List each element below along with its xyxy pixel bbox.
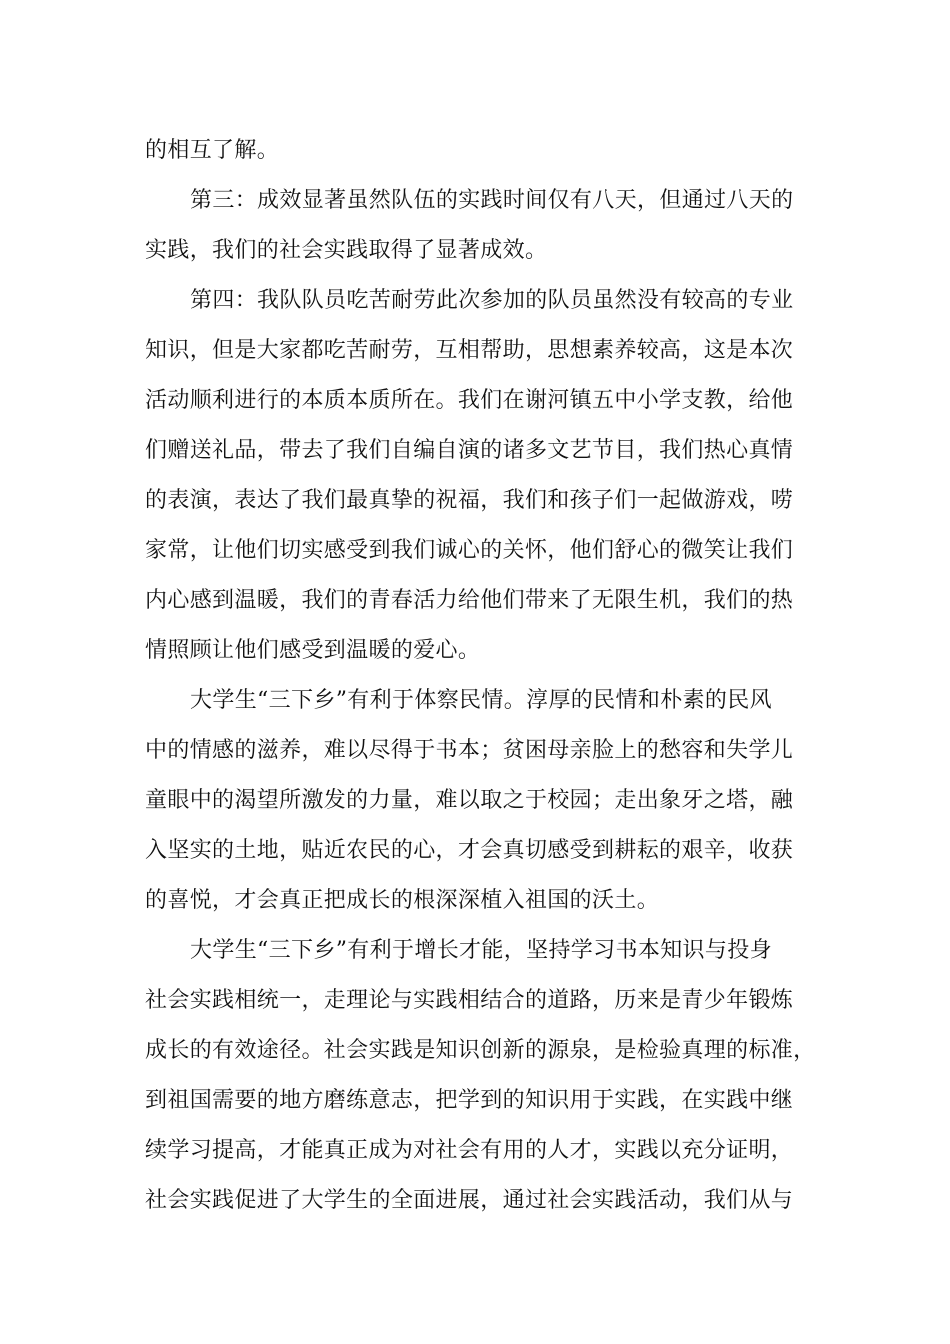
paragraph-start-line: 大学生“三下乡”有利于增长才能，坚持学习书本知识与投身 [190, 938, 772, 963]
text-line: 中的情感的滋养，难以尽得于书本；贫困母亲脸上的愁容和失学儿 [145, 738, 794, 763]
text-line: 的相互了解。 [145, 138, 280, 163]
text-line: 知识，但是大家都吃苦耐劳，互相帮助，思想素养较高，这是本次 [145, 338, 794, 363]
text-line: 实践，我们的社会实践取得了显著成效。 [145, 238, 548, 263]
text-line: 续学习提高，才能真正成为对社会有用的人才，实践以充分证明， [145, 1138, 794, 1163]
text-line: 家常，让他们切实感受到我们诚心的关怀，他们舒心的微笑让我们 [145, 538, 794, 563]
paragraph-start-line: 大学生“三下乡”有利于体察民情。淳厚的民情和朴素的民风 [190, 688, 772, 713]
text-line: 入坚实的土地，贴近农民的心，才会真切感受到耕耘的艰辛，收获 [145, 838, 794, 863]
text-line: 成长的有效途径。社会实践是知识创新的源泉，是检验真理的标准， [145, 1038, 816, 1063]
paragraph-start-line: 第三：成效显著虽然队伍的实践时间仅有八天，但通过八天的 [190, 188, 794, 213]
text-line: 情照顾让他们感受到温暖的爱心。 [145, 638, 481, 663]
text-line: 活动顺利进行的本质本质所在。我们在谢河镇五中小学支教，给他 [145, 388, 794, 413]
text-line: 们赠送礼品，带去了我们自编自演的诸多文艺节目，我们热心真情 [145, 438, 794, 463]
text-line: 内心感到温暖，我们的青春活力给他们带来了无限生机，我们的热 [145, 588, 794, 613]
text-line: 社会实践促进了大学生的全面进展，通过社会实践活动，我们从与 [145, 1188, 794, 1213]
text-line: 的表演，表达了我们最真挚的祝福，我们和孩子们一起做游戏，唠 [145, 488, 794, 513]
text-line: 到祖国需要的地方磨练意志，把学到的知识用于实践，在实践中继 [145, 1088, 794, 1113]
text-line: 社会实践相统一，走理论与实践相结合的道路，历来是青少年锻炼 [145, 988, 794, 1013]
text-line: 童眼中的渴望所激发的力量，难以取之于校园；走出象牙之塔，融 [145, 788, 794, 813]
text-line: 的喜悦，才会真正把成长的根深深植入祖国的沃土。 [145, 888, 660, 913]
paragraph-start-line: 第四：我队队员吃苦耐劳此次参加的队员虽然没有较高的专业 [190, 288, 794, 313]
